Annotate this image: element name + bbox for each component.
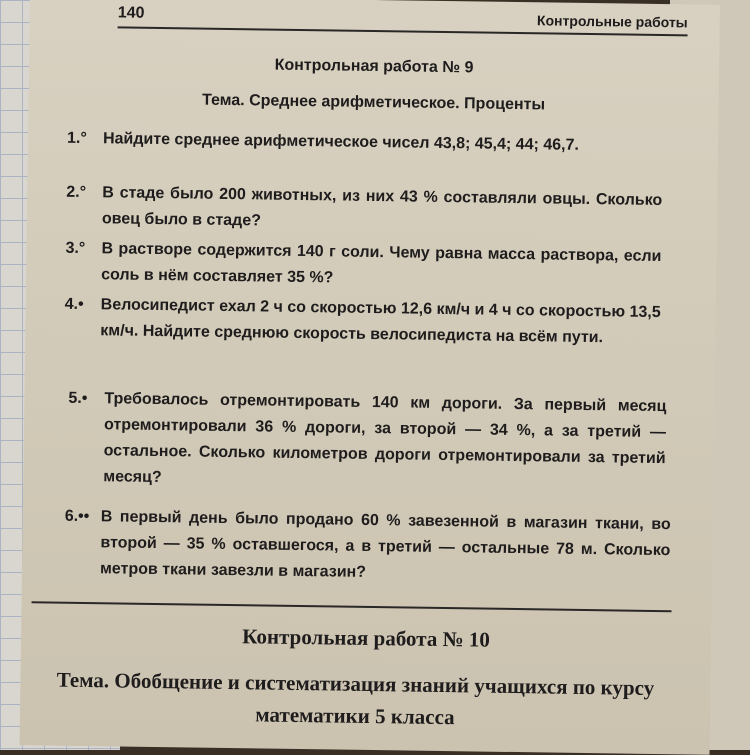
problem-3 — [65, 236, 662, 296]
problem-text: В стаде было 200 животных, из них 43 % составляли овцы. Сколько овец было в стаде? — [101, 184, 663, 230]
problem-6 — [64, 504, 671, 590]
problem-text: В растворе содержится 140 г соли. Чему равна масса раствора, если соль в нём составляет 35 %? — [101, 240, 662, 287]
problem-number: 5.• — [68, 389, 88, 408]
problem-1 — [66, 126, 663, 160]
section-divider — [32, 601, 672, 612]
problem-text: Найдите среднее арифметическое чисел 43,8; 45,4; 44; 46,7. — [102, 130, 579, 154]
problem-text: Требовалось отремонтировать 140 км дороги. За первый месяц отремонтировали 36 % дороги, за второй — 34 %, а за третий — остальное. Сколько километров дороги отремонтировали за третий месяц? — [103, 390, 667, 487]
problem-number: 6.•• — [64, 507, 90, 526]
test-10-title: Контрольная работа № 10 — [242, 624, 491, 652]
test-10-topic: Тема. Обобщение и систематизация знаний учащихся по курсу математики 5 класса — [56, 667, 655, 730]
problem-text: В первый день было продано 60 % завезенной в магазин ткани, во второй — 35 % оставшегося, а в третий — остальные 78 м. Сколько метров ткани завезли в магазин? — [99, 508, 671, 581]
problem-2 — [66, 180, 663, 240]
test-9-topic: Тема. Среднее арифметическое. Проценты — [201, 91, 546, 114]
book-page — [20, 0, 720, 755]
problem-number: 4.• — [64, 295, 84, 313]
problem-number: 3.° — [65, 239, 86, 257]
page-number: 140 — [117, 4, 145, 22]
problem-4 — [64, 292, 661, 352]
problem-number: 2.° — [66, 183, 87, 201]
page-header — [118, 4, 688, 36]
problem-number: 1.° — [66, 129, 87, 147]
problem-text: Велосипедист ехал 2 ч со скоростью 12,6 км/ч и 4 ч со скоростью 13,5 км/ч. Найдите среднюю скорость велосипедиста на всём пути. — [100, 296, 661, 347]
problem-5 — [68, 386, 667, 498]
running-title: Контрольные работы — [536, 12, 688, 31]
test-9-title: Контрольная работа № 9 — [274, 56, 474, 77]
